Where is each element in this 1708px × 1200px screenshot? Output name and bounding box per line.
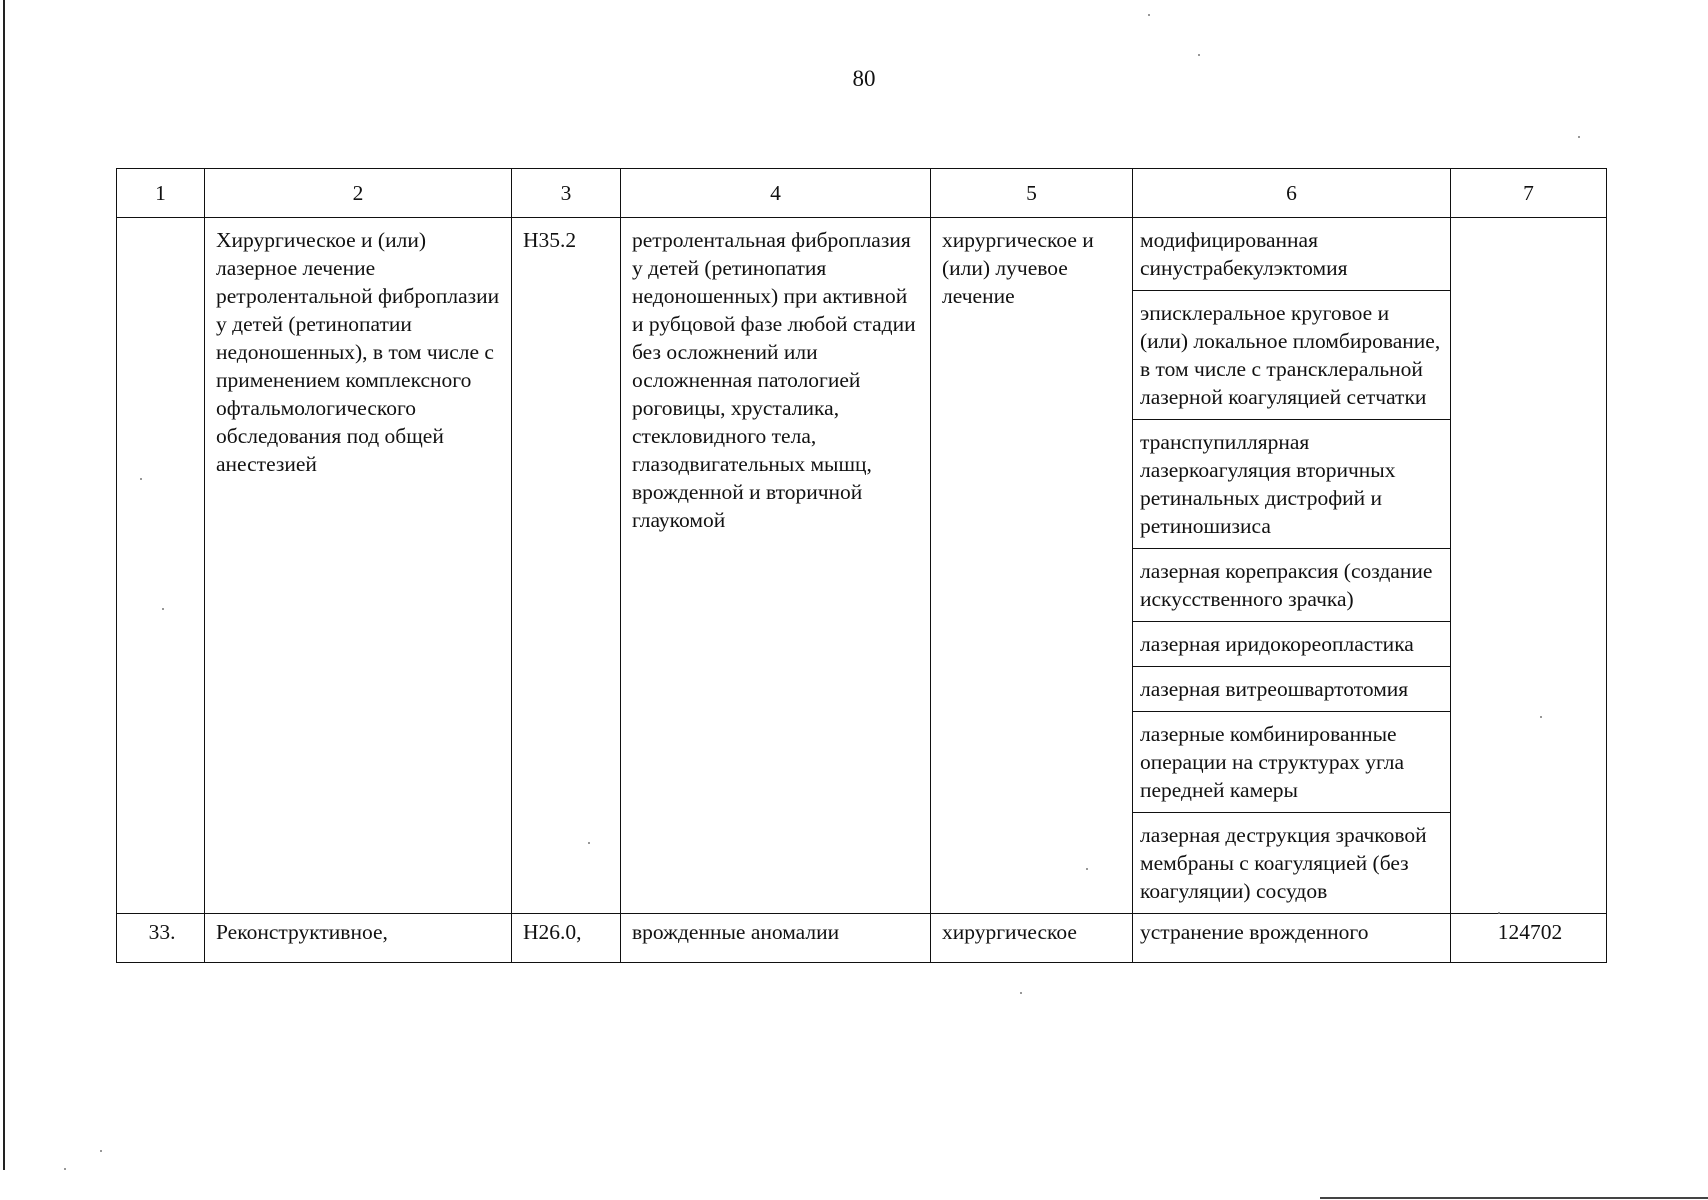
treatment-method-item: лазерные комбинированные операции на структурах угла передней камеры — [1133, 712, 1450, 813]
care-type-cell — [205, 218, 512, 914]
row-number: 33. — [148, 920, 176, 944]
treatment-method-text: устранение врожденного — [1140, 920, 1369, 944]
cost-cell — [1451, 914, 1607, 963]
treatment-method-item: лазерная иридокореопластика — [1133, 622, 1450, 667]
care-type-text: Хирургическое и (или) лазерное лечение ретролентальной фиброплазии у детей (ретинопатии недоношенных), в том числе с применением комплексного офтальмологического обследования под общей анестезией — [216, 228, 500, 476]
page-left-edge — [3, 0, 5, 1170]
diagnosis-text: ретролентальная фиброплазия у детей (ретинопатия недоношенных) при активной и рубцовой фазе любой стадии без осложнений или осложненная патологией роговицы, хрусталика, стекловидного тела, глазодвигательных мышц, врожденной и вторичной глаукомой — [632, 228, 916, 532]
row-number — [117, 218, 204, 232]
diagnosis-text: врожденные аномалии — [632, 920, 840, 944]
scan-speck — [588, 842, 590, 844]
header-col-7: 7 — [1451, 169, 1607, 218]
icd-code-cell — [512, 218, 621, 914]
icd-code-text: H26.0, — [523, 920, 582, 944]
diagnosis-cell — [621, 218, 931, 914]
treatment-type-text: хирургическое и (или) лучевое лечение — [942, 228, 1094, 308]
treatment-method-item: лазерная корепраксия (создание искусственного зрачка) — [1133, 549, 1450, 622]
table-row — [117, 218, 1607, 914]
row-number-cell — [117, 218, 205, 914]
diagnosis-cell — [621, 914, 931, 963]
table-row — [117, 914, 1607, 963]
scan-speck — [100, 1150, 102, 1152]
header-col-4: 4 — [621, 169, 931, 218]
cost-text: 124702 — [1497, 920, 1563, 944]
icd-code-cell — [512, 914, 621, 963]
table-header-row — [117, 169, 1607, 218]
cost-text — [1451, 218, 1606, 232]
treatment-type-cell — [931, 914, 1133, 963]
treatment-method-item: эписклеральное круговое и (или) локальное пломбирование, в том числе с трансклеральной лазерной коагуляцией сетчатки — [1133, 291, 1450, 420]
medical-procedures-table — [116, 168, 1607, 963]
care-type-cell — [205, 914, 512, 963]
header-col-5: 5 — [931, 169, 1133, 218]
treatment-type-text: хирургическое — [942, 920, 1077, 944]
treatment-method-item: лазерная деструкция зрачковой мембраны с коагуляцией (без коагуляции) сосудов — [1140, 823, 1427, 903]
scan-speck — [1198, 54, 1200, 56]
treatment-methods-cell — [1133, 218, 1451, 914]
treatment-methods-cell — [1133, 914, 1451, 963]
scan-speck — [140, 478, 142, 480]
scan-speck — [1086, 868, 1088, 870]
icd-code-text: H35.2 — [523, 228, 577, 252]
header-col-6: 6 — [1133, 169, 1451, 218]
row-number-cell — [117, 914, 205, 963]
page-bottom-edge — [1320, 1197, 1708, 1199]
cost-cell — [1451, 218, 1607, 914]
scan-speck — [1540, 716, 1542, 718]
treatment-method-item: лазерная витреошвартотомия — [1133, 667, 1450, 712]
scan-speck — [64, 1168, 66, 1170]
scan-speck — [1578, 136, 1580, 138]
scan-speck — [1498, 912, 1500, 914]
scan-speck — [1020, 992, 1022, 994]
care-type-text: Реконструктивное, — [216, 920, 388, 944]
treatment-method-item: модифицированная синустрабекулэктомия — [1133, 218, 1450, 291]
page-number: 80 — [852, 66, 876, 91]
scan-speck — [1148, 14, 1150, 16]
treatment-method-item: транспупиллярная лазеркоагуляция вторичных ретинальных дистрофий и ретиношизиса — [1133, 420, 1450, 549]
treatment-type-cell — [931, 218, 1133, 914]
header-col-3: 3 — [512, 169, 621, 218]
header-col-1: 1 — [117, 169, 205, 218]
scan-speck — [162, 608, 164, 610]
header-col-2: 2 — [205, 169, 512, 218]
